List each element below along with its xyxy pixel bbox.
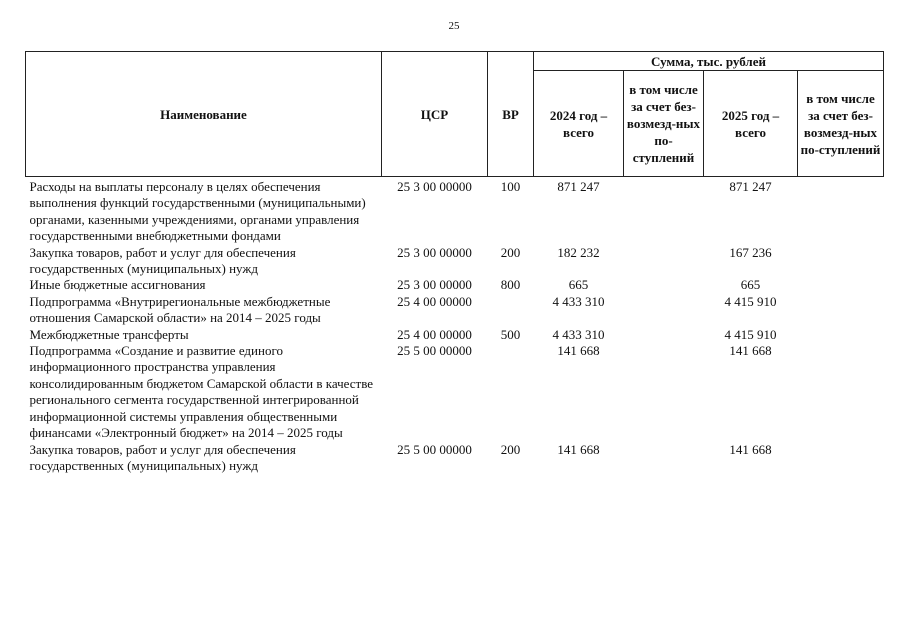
header-2024-total: 2024 год – всего xyxy=(534,71,624,177)
row-2025-gratuitous xyxy=(798,327,884,343)
row-csr: 25 3 00 00000 xyxy=(397,179,472,194)
row-csr: 25 3 00 00000 xyxy=(397,277,472,293)
row-csr: 25 3 00 00000 xyxy=(397,244,472,260)
row-2024-total: 141 668 xyxy=(557,343,600,359)
row-csr: 25 5 00 00000 xyxy=(397,343,472,359)
row-name: Подпрограмма «Внутрирегиональные межбюджетные отношения Самарской области» на 2014 – 2025 годы xyxy=(29,293,331,326)
row-name: Межбюджетные трансферты xyxy=(29,326,189,342)
page-number: 25 xyxy=(448,20,460,32)
header-2024-gratuitous: в том числе за счет без-возмезд-ных по-ступлений xyxy=(624,71,704,177)
row-2025-total: 665 xyxy=(740,277,761,293)
row-2025-total: 141 668 xyxy=(729,441,772,457)
row-csr: 25 4 00 00000 xyxy=(397,326,472,342)
table-row xyxy=(26,245,884,278)
row-2025-gratuitous xyxy=(798,277,884,293)
row-vr: 500 xyxy=(500,326,521,342)
row-vr: 200 xyxy=(500,441,521,457)
row-2025-total: 141 668 xyxy=(729,343,772,359)
row-2024-gratuitous xyxy=(624,294,704,327)
row-vr xyxy=(488,343,534,441)
row-vr: 100 xyxy=(500,179,521,194)
table-body xyxy=(26,177,884,475)
row-2024-gratuitous xyxy=(624,442,704,475)
row-2024-gratuitous xyxy=(624,245,704,278)
row-2024-total: 871 247 xyxy=(557,179,600,194)
row-2024-gratuitous xyxy=(624,177,704,245)
budget-table xyxy=(25,51,884,474)
row-2025-gratuitous xyxy=(798,343,884,441)
row-2025-total: 4 415 910 xyxy=(724,293,777,309)
header-name: Наименование xyxy=(26,52,382,177)
row-2024-total: 4 433 310 xyxy=(552,326,605,342)
row-2025-total: 871 247 xyxy=(729,179,772,194)
row-2025-total: 4 415 910 xyxy=(724,326,777,342)
table-row xyxy=(26,327,884,343)
row-csr: 25 4 00 00000 xyxy=(397,293,472,309)
header-sum-group: Сумма, тыс. рублей xyxy=(534,52,884,71)
row-vr xyxy=(488,294,534,327)
row-2025-gratuitous xyxy=(798,245,884,278)
row-2025-gratuitous xyxy=(798,442,884,475)
row-vr: 800 xyxy=(500,277,521,293)
row-name: Иные бюджетные ассигнования xyxy=(29,277,206,293)
row-2024-total: 4 433 310 xyxy=(552,293,605,309)
header-csr: ЦСР xyxy=(382,52,488,177)
row-2024-gratuitous xyxy=(624,277,704,293)
row-2024-gratuitous xyxy=(624,327,704,343)
header-2025-total: 2025 год – всего xyxy=(704,71,798,177)
header-vr: ВР xyxy=(488,52,534,177)
table-row xyxy=(26,177,884,245)
table-row xyxy=(26,294,884,327)
row-2025-gratuitous xyxy=(798,294,884,327)
row-2024-total: 182 232 xyxy=(557,244,600,260)
row-2025-gratuitous xyxy=(798,177,884,245)
row-2024-gratuitous xyxy=(624,343,704,441)
table-header xyxy=(26,52,884,177)
table-row xyxy=(26,343,884,441)
row-csr: 25 5 00 00000 xyxy=(397,441,472,457)
table-row xyxy=(26,277,884,293)
row-name: Подпрограмма «Создание и развитие единого информационного пространства управления консолидированным бюджетом Самарской области в качестве регионального сегмента государственной интегрированной информационной системы управления общественными финансами «Электронный бюджет» на 2014 – 2025 годы xyxy=(29,343,374,441)
header-2025-gratuitous: в том числе за счет без-возмезд-ных по-ступлений xyxy=(798,71,884,177)
row-vr: 200 xyxy=(500,244,521,260)
row-2025-total: 167 236 xyxy=(729,244,772,260)
table-row xyxy=(26,442,884,475)
row-2024-total: 665 xyxy=(568,277,589,293)
row-name: Закупка товаров, работ и услуг для обеспечения государственных (муниципальных) нужд xyxy=(29,244,296,277)
row-name: Расходы на выплаты персоналу в целях обеспечения выполнения функций государственными (муниципальными) органами, казенными учреждениями, органами управления государственными внебюджетными фондами xyxy=(29,179,366,244)
row-name: Закупка товаров, работ и услуг для обеспечения государственных (муниципальных) нужд xyxy=(29,441,296,473)
row-2024-total: 141 668 xyxy=(557,441,600,457)
